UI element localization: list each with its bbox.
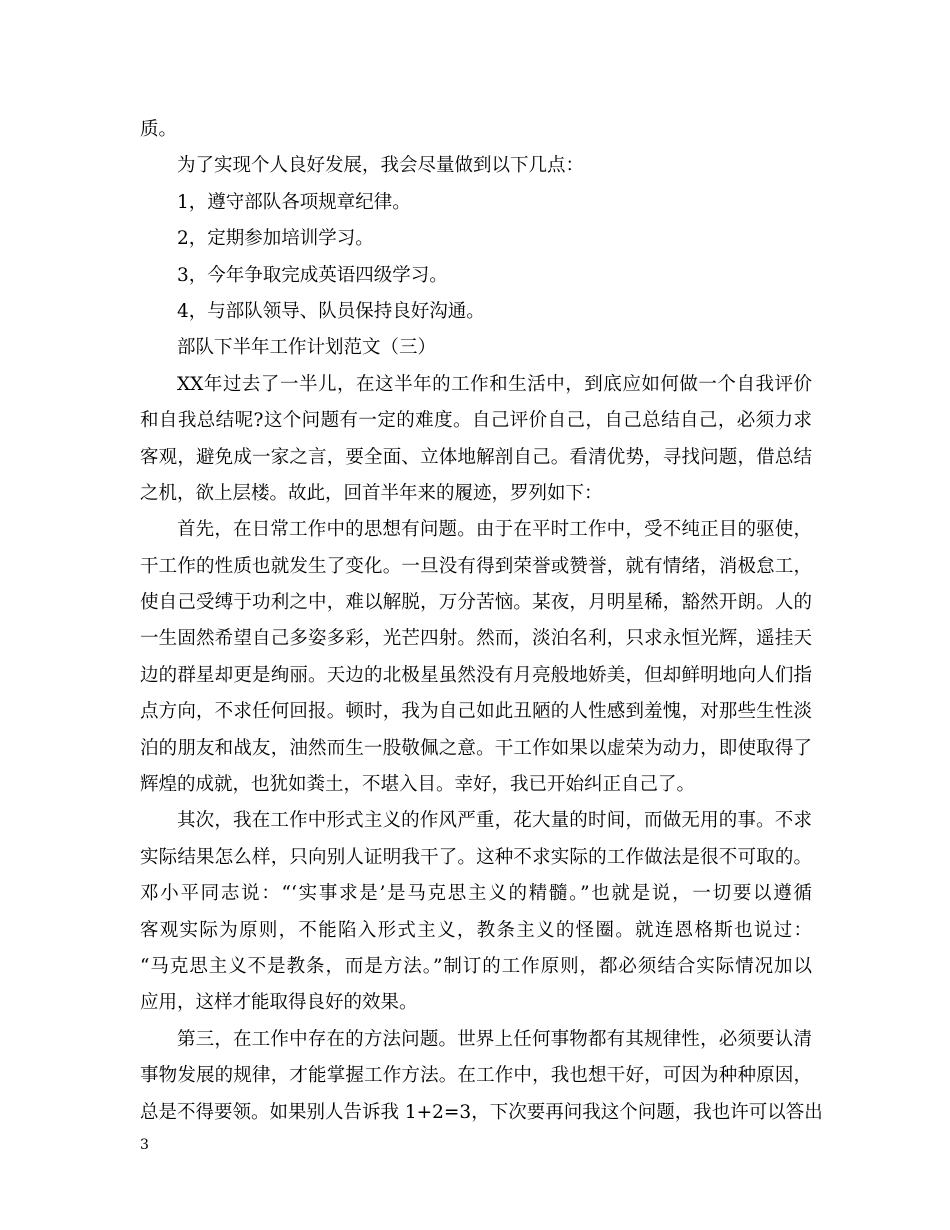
text-line: 其次，我在工作中形式主义的作风严重，花大量的时间，而做无用的事。不求 bbox=[177, 810, 812, 832]
text-line: 之机，欲上层楼。故此，回首半年来的履迹，罗列如下： bbox=[140, 482, 603, 504]
text-line: 点方向，不求任何回报。顿时，我为自己如此丑陋的人性感到羞愧，对那些生性淡 bbox=[140, 701, 812, 723]
text-line: 质。 bbox=[140, 119, 178, 140]
text-line: 应用，这样才能取得良好的效果。 bbox=[140, 992, 418, 1014]
text-line: “马克思主义不是教条，而是方法。”制订的工作原则，都必须结合实际情况加以 bbox=[140, 955, 812, 977]
text-line: 使自己受缚于功利之中，难以解脱，万分苦恼。某夜，月明星稀，豁然开朗。人的 bbox=[140, 592, 812, 614]
text-line: 一生固然希望自己多姿多彩，光芒四射。然而，淡泊名利，只求永恒光辉，遥挂天 bbox=[140, 628, 812, 650]
text-line: 邓小平同志说：“‘实事求是’是马克思主义的精髓。”也就是说，一切要以遵循 bbox=[140, 883, 812, 905]
body-text bbox=[140, 112, 823, 1131]
text-line: 4，与部队领导、队员保持良好沟通。 bbox=[177, 300, 485, 322]
text-line: 为了实现个人良好发展，我会尽量做到以下几点： bbox=[177, 155, 585, 177]
text-line: 总是不得要领。如果别人告诉我 1+2=3，下次要再问我这个问题，我也许可以答出 bbox=[140, 1101, 823, 1123]
text-line: 客观，避免成一家之言，要全面、立体地解剖自己。看清优势，寻找问题，借总结 bbox=[140, 446, 812, 468]
text-line: 2，定期参加培训学习。 bbox=[177, 228, 374, 250]
text-line: 干工作的性质也就发生了变化。一旦没有得到荣誉或赞誉，就有情绪，消极怠工， bbox=[140, 555, 812, 577]
text-line: 1，遵守部队各项规章纪律。 bbox=[177, 191, 411, 213]
text-line: 客观实际为原则，不能陷入形式主义，教条主义的怪圈。就连恩格斯也说过： bbox=[140, 919, 812, 941]
text-line: 辉煌的成就，也犹如粪土，不堪入目。幸好，我已开始纠正自己了。 bbox=[140, 774, 696, 796]
text-line: 3，今年争取完成英语四级学习。 bbox=[177, 264, 448, 286]
text-line: 首先，在日常工作中的思想有问题。由于在平时工作中，受不纯正目的驱使， bbox=[177, 519, 812, 541]
text-line: XX年过去了一半儿，在这半年的工作和生活中，到底应如何做一个自我评价 bbox=[177, 373, 812, 395]
text-line: 边的群星却更是绚丽。天边的北极星虽然没有月亮般地娇美，但却鲜明地向人们指 bbox=[140, 664, 812, 686]
page-number: 3 bbox=[140, 1137, 149, 1153]
text-line: 第三，在工作中存在的方法问题。世界上任何事物都有其规律性，必须要认清 bbox=[177, 1028, 812, 1050]
text-line: 事物发展的规律，才能掌握工作方法。在工作中，我也想干好，可因为种种原因， bbox=[140, 1065, 812, 1087]
text-line: 泊的朋友和战友，油然而生一股敬佩之意。干工作如果以虚荣为动力，即使取得了 bbox=[140, 737, 812, 759]
text-line: 和自我总结呢?这个问题有一定的难度。自己评价自己，自己总结自己，必须力求 bbox=[140, 410, 812, 432]
text-line: 实际结果怎么样，只向别人证明我干了。这种不求实际的工作做法是很不可取的。 bbox=[140, 846, 812, 868]
text-line: 部队下半年工作计划范文（三） bbox=[177, 337, 437, 359]
